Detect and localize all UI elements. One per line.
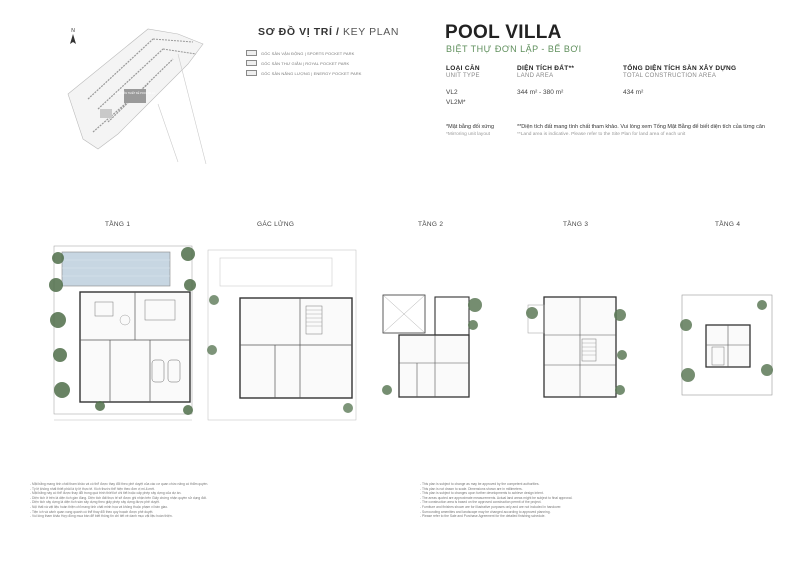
floor-label-1: TẦNG 1 [105, 221, 131, 228]
legend-swatch-icon [246, 70, 257, 76]
key-plan-title-bold: SƠ ĐỒ VỊ TRÍ / [258, 26, 340, 38]
col-land-area: DIỆN TÍCH ĐẤT** LAND AREA [517, 65, 575, 79]
legend-item: GÓC SÂN THƯ GIÃN | ROYAL POCKET PARK [246, 58, 396, 68]
floor-plan-2 [375, 285, 485, 410]
floor-plan-mezzanine [200, 240, 365, 430]
note-land-area: **Diện tích đất mang tính chất tham khảo. Vui lòng xem Tổng Mặt Bằng để biết diện tích của từng căn [517, 124, 765, 130]
col-unit-type: LOẠI CĂN UNIT TYPE [446, 65, 480, 79]
unit-type-values [446, 88, 466, 108]
land-area-value: 344 m² - 380 m² [517, 89, 564, 96]
legend-swatch-icon [246, 50, 257, 56]
svg-text:N: N [71, 28, 75, 34]
legend-item: GÓC SÂN VẬN ĐỘNG | SPORTS POCKET PARK [246, 48, 396, 58]
north-arrow-icon [70, 28, 76, 44]
floor-label-2: TẦNG 2 [418, 221, 444, 228]
note-mirror: *Mặt bằng đối xứng [446, 124, 495, 130]
key-plan-title-normal: KEY PLAN [339, 26, 400, 38]
key-plan-map [28, 14, 208, 164]
unit-type-1: VL2 [446, 89, 458, 96]
key-plan-title [258, 26, 399, 38]
bottom-notes-vi: - Mặt bằng mang tính chất tham khảo và có thể được thay đổi theo phê duyệt của các cơ quan chức năng có thẩm quyền. - Tỷ lệ không nhất thiết phải là tỷ lệ thực tế. Kích thước thể hiện theo đơn vị mi-li-mét. - Mặt bằng này có thể được thay đổi trong quá trình thiết kế chi tiết hoặc cấp phép xây dựng của dự án. - Diện tích ở trên là diện tích gần đúng. Diện tích đất thực tế sẽ được ghi nhận trên Giấy chứng nhận quyền sử dụng đất. - Diện tích xây dựng là diện tích sàn xây dựng theo giấy phép xây dựng được phê duyệt. - Nội thất và vật liệu hoàn thiện chỉ mang tính chất minh họa và không thuộc phạm vi bàn giao. - Tiện ích và cảnh quan xung quanh có thể thay đổi theo quy hoạch được phê duyệt. - Vui lòng tham khảo Hợp đồng mua bán để biết thông tin chi tiết về danh mục vật liệu hoàn thiện. [30, 482, 209, 519]
floor-plan-4 [672, 285, 782, 410]
floor-label-3: TẦNG 3 [563, 221, 589, 228]
page-title: POOL VILLA [445, 22, 562, 43]
key-plan-legend [246, 48, 396, 78]
note-mirror-en: *Mirroring unit layout [446, 132, 490, 137]
construction-area-value: 434 m² [623, 89, 644, 96]
col-construction-area: TỔNG DIỆN TÍCH SÀN XÂY DỰNG TOTAL CONSTRUCTION AREA [623, 65, 737, 79]
bottom-notes-en: - This plan is subject to change as may be approved by the competent authorities. - This plan is not drawn to scale. Dimensions shown are in millimeters. - This plan is subject to changes upon further developments to achieve design intent. - The areas quoted are approximate measurements. Actual land areas might be subject to final approval. - The construction area is based on the approved construction permit of the project. - Furniture and finishes shown are for illustrative purposes only and are not included in handover. - Surrounding amenities and landscape may be changed according to approved planning. - Please refer to the Sale and Purchase Agreement for the detailed finishing schedule. [420, 482, 573, 519]
page-subtitle: BIỆT THỰ ĐƠN LẬP - BỂ BƠI [446, 44, 582, 54]
map-label: LOẠI CĂN THIẾT KẾ POOL VILLA [114, 92, 156, 95]
floor-plan-1 [40, 240, 205, 430]
floor-plan-3 [520, 285, 630, 410]
floor-label-4: TẦNG 4 [715, 221, 741, 228]
floor-label-mezzanine: GÁC LỬNG [257, 221, 295, 228]
note-land-area-en: **Land area is indicative. Please refer to the Site Plan for land area of each unit [517, 132, 686, 137]
legend-swatch-icon [246, 60, 257, 66]
unit-type-2: VL2M* [446, 99, 466, 106]
legend-item: GÓC SÂN NĂNG LƯỢNG | ENERGY POCKET PARK [246, 68, 396, 78]
